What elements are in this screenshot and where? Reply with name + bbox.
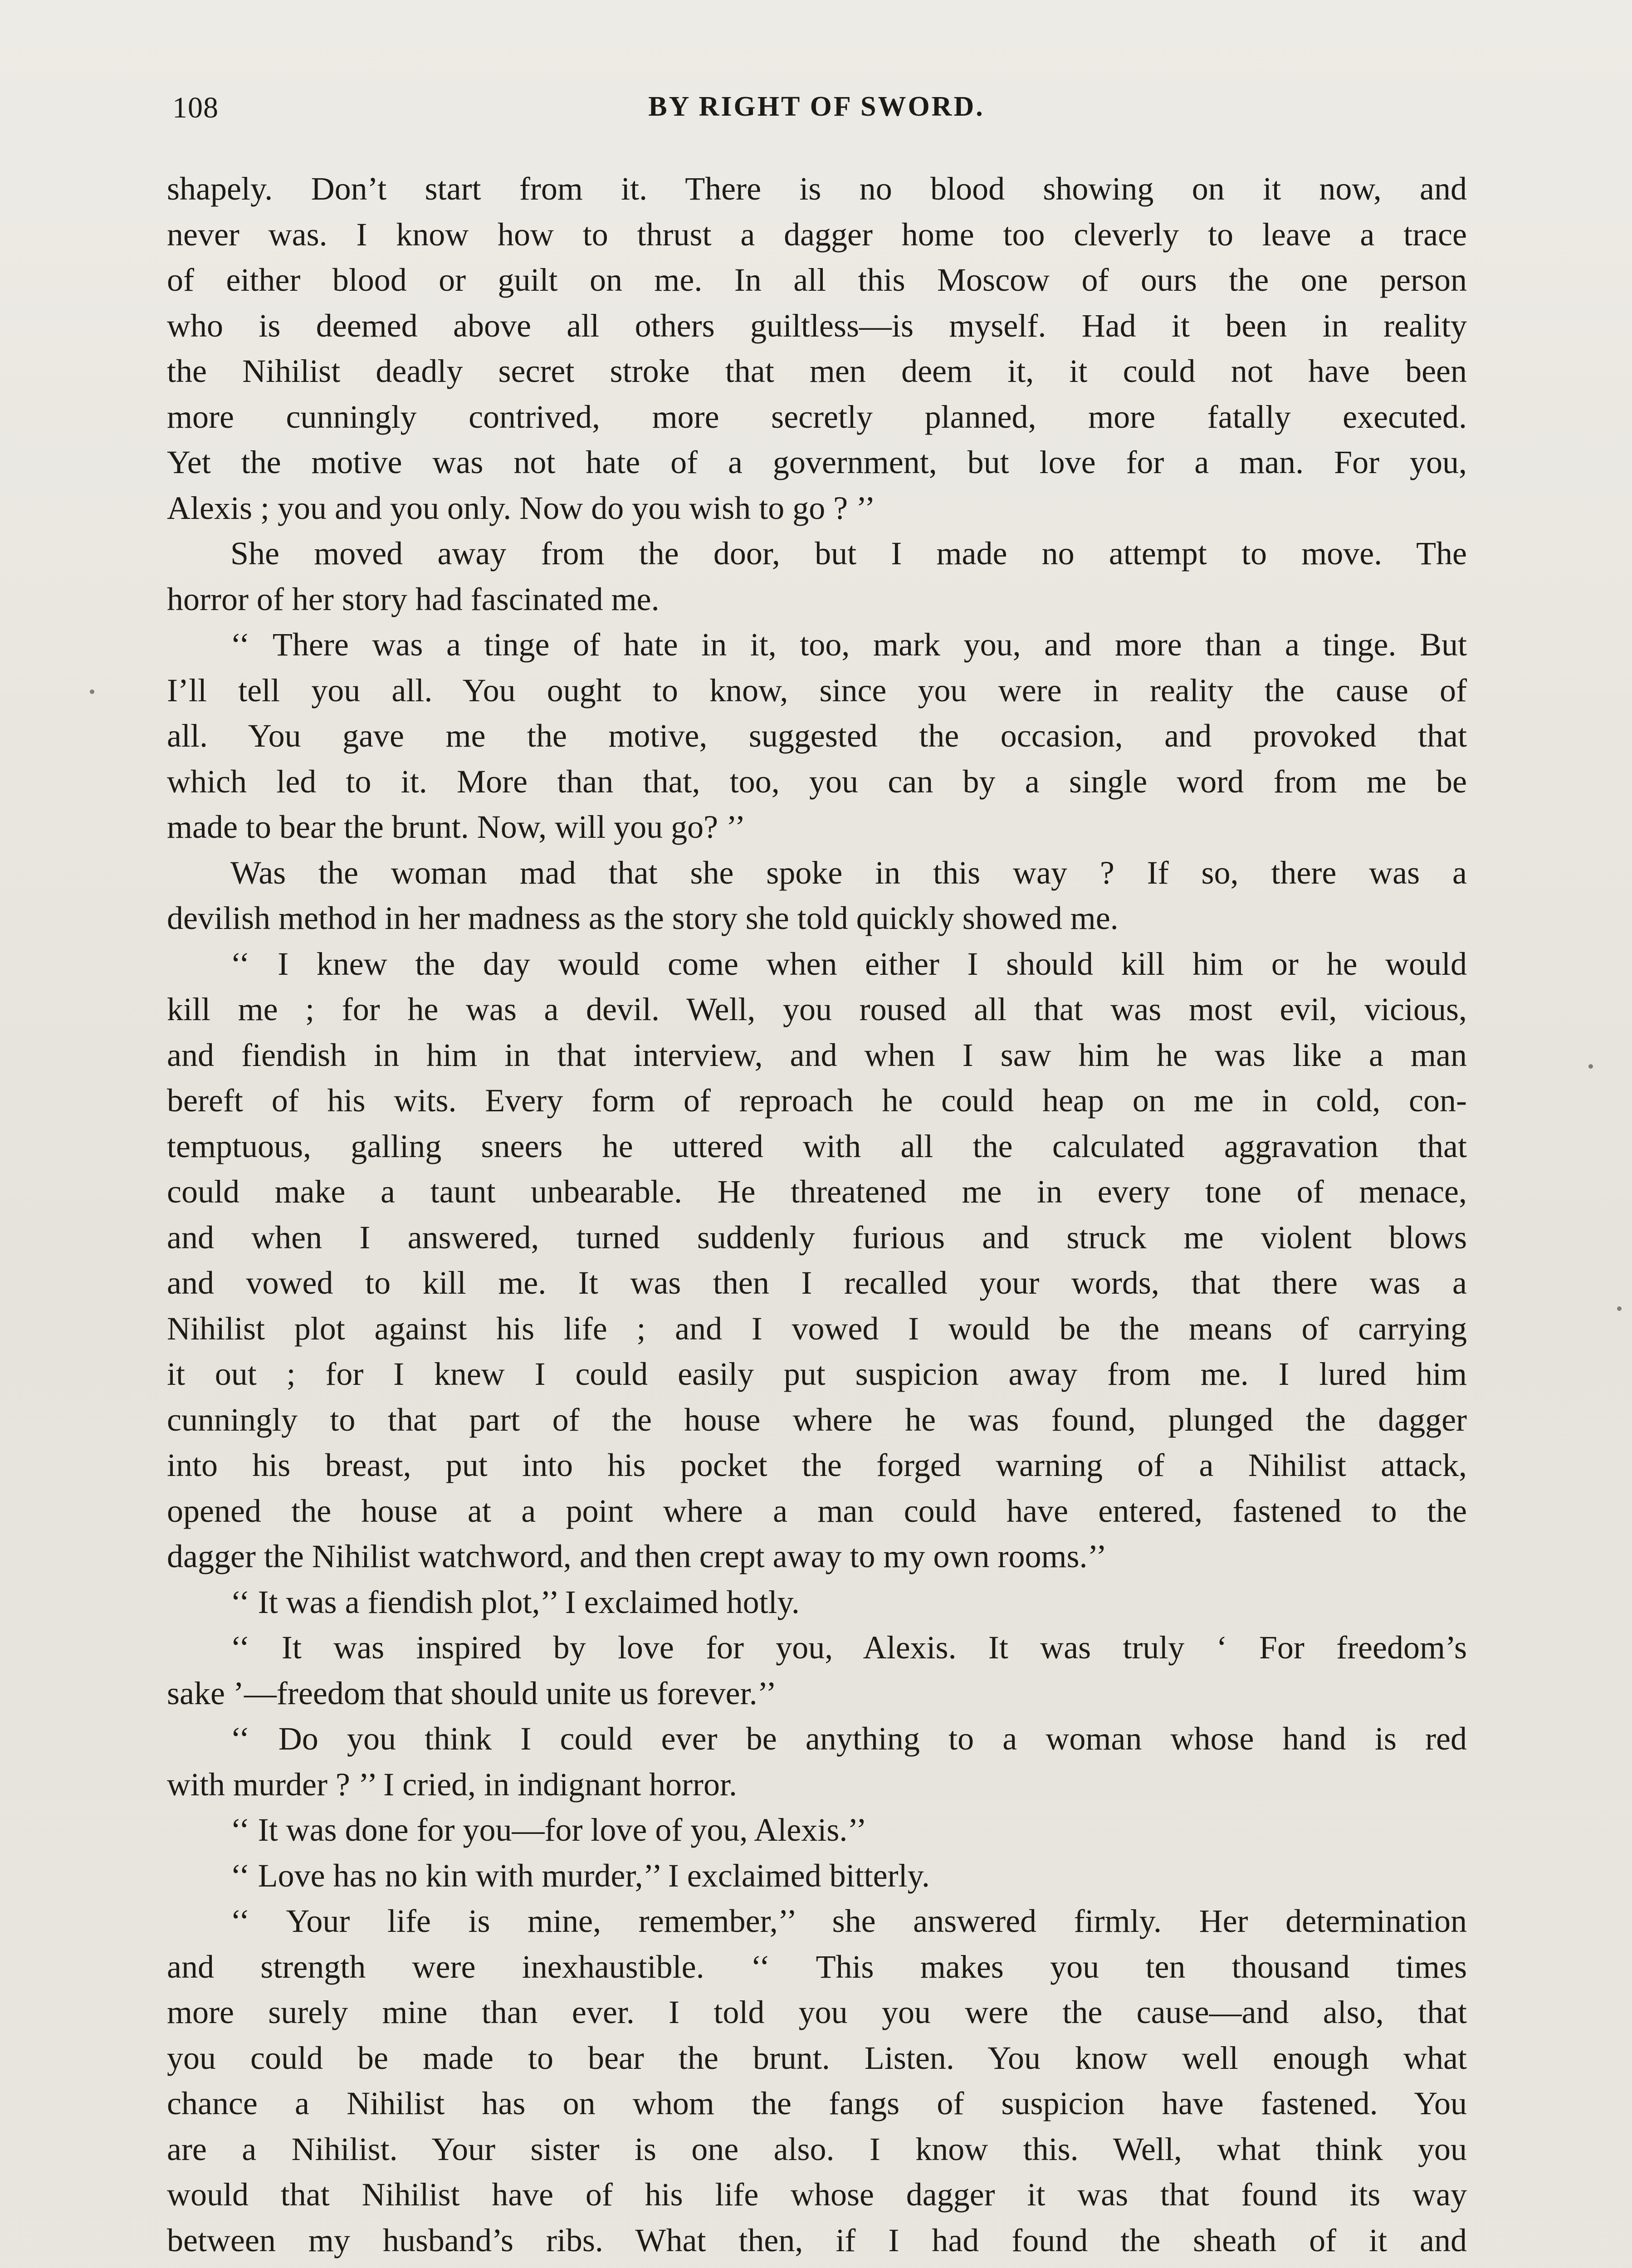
- text-line: opened the house at a point where a man could have entered, fastened to the: [167, 1492, 1467, 1529]
- text-line: made to bear the brunt. Now, will you go? ’’: [167, 809, 746, 845]
- text-line: Alexis ; you and you only. Now do you wish to go ? ’’: [167, 489, 875, 526]
- text-line: bereft of his wits. Every form of reproach he could heap on me in cold, con-: [167, 1082, 1467, 1119]
- text-line: you could be made to bear the brunt. Listen. You know well enough what: [167, 2039, 1467, 2076]
- page-header: [163, 91, 1470, 132]
- text-line: never was. I know how to thrust a dagger home too cleverly to leave a trace: [167, 216, 1467, 253]
- text-line: between my husband’s ribs. What then, if I had found the sheath of it and: [167, 2222, 1467, 2258]
- text-line: cunningly to that part of the house where he was found, plunged the dagger: [167, 1401, 1467, 1438]
- text-line: chance a Nihilist has on whom the fangs of suspicion have fastened. You: [167, 2085, 1467, 2121]
- text-line: which led to it. More than that, too, you can by a single word from me be: [167, 763, 1467, 800]
- text-line: more cunningly contrived, more secretly planned, more fatally executed.: [167, 398, 1467, 435]
- text-line: She moved away from the door, but I made no attempt to move. The: [230, 535, 1467, 572]
- text-line: dagger the Nihilist watchword, and then crept away to my own rooms.’’: [167, 1538, 1107, 1574]
- ink-speck: [90, 689, 94, 694]
- text-line: ‘‘ I knew the day would come when either I should kill him or he would: [230, 945, 1467, 982]
- text-line: with murder ? ’’ I cried, in indignant horror.: [167, 1766, 737, 1803]
- text-line: devilish method in her madness as the story she told quickly showed me.: [167, 900, 1119, 936]
- text-line: into his breast, put into his pocket the forged warning of a Nihilist attack,: [167, 1447, 1467, 1483]
- text-line: the Nihilist deadly secret stroke that men deem it, it could not have been: [167, 353, 1467, 389]
- text-line: horror of her story had fascinated me.: [167, 581, 660, 617]
- text-line: sake ’—freedom that should unite us forever.’’: [167, 1675, 777, 1711]
- text-line: I’ll tell you all. You ought to know, since you were in reality the cause of: [167, 672, 1467, 709]
- text-line: all. You gave me the motive, suggested the occasion, and provoked that: [167, 718, 1467, 754]
- text-line: [167, 2263, 1467, 2268]
- text-line: who is deemed above all others guiltless—is myself. Had it been in reality: [167, 307, 1467, 344]
- text-line: and when I answered, turned suddenly furious and struck me violent blows: [167, 1219, 1467, 1256]
- text-line: ‘‘ It was done for you—for love of you, Alexis.’’: [230, 1812, 867, 1848]
- body-text: [167, 166, 1467, 2268]
- text-line: and strength were inexhaustible. ‘‘ This makes you ten thousand times: [167, 1948, 1467, 1985]
- text-line: ‘‘ It was a fiendish plot,’’ I exclaimed hotly.: [230, 1584, 800, 1620]
- page-number: 108: [172, 91, 219, 124]
- text-line: shapely. Don’t start from it. There is no blood showing on it now, and: [167, 171, 1467, 207]
- text-line: are a Nihilist. Your sister is one also. I know this. Well, what think you: [167, 2131, 1467, 2167]
- text-line: kill me ; for he was a devil. Well, you roused all that was most evil, vicious,: [167, 991, 1467, 1027]
- text-line: temptuous, galling sneers he uttered with all the calculated aggravation that: [167, 1128, 1467, 1164]
- text-line: ‘‘ Love has no kin with murder,’’ I exclaimed bitterly.: [230, 1857, 930, 1894]
- text-line: ‘‘ Do you think I could ever be anything to a woman whose hand is red: [230, 1721, 1467, 1757]
- text-line: would that Nihilist have of his life whose dagger it was that found its way: [167, 2176, 1467, 2213]
- ink-speck: [1617, 1306, 1622, 1311]
- text-line: could make a taunt unbearable. He threatened me in every tone of menace,: [167, 1173, 1467, 1210]
- text-line: ‘‘ It was inspired by love for you, Alexis. It was truly ‘ For freedom’s: [230, 1629, 1467, 1666]
- text-line: more surely mine than ever. I told you you were the cause—and also, that: [167, 1994, 1467, 2030]
- running-title: BY RIGHT OF SWORD.: [648, 91, 985, 122]
- text-line: it out ; for I knew I could easily put suspicion away from me. I lured him: [167, 1356, 1467, 1392]
- text-line: of either blood or guilt on me. In all this Moscow of ours the one person: [167, 262, 1467, 298]
- ink-speck: [1588, 1064, 1593, 1069]
- text-line: ‘‘ There was a tinge of hate in it, too, mark you, and more than a tinge. But: [230, 626, 1467, 663]
- text-line: Was the woman mad that she spoke in this way ? If so, there was a: [230, 854, 1467, 891]
- text-line: Yet the motive was not hate of a government, but love for a man. For you,: [167, 444, 1467, 480]
- text-line: and fiendish in him in that interview, and when I saw him he was like a man: [167, 1036, 1467, 1073]
- text-line: and vowed to kill me. It was then I recalled your words, that there was a: [167, 1265, 1467, 1301]
- text-line: ‘‘ Your life is mine, remember,’’ she answered firmly. Her determination: [230, 1903, 1467, 1939]
- text-line: Nihilist plot against his life ; and I vowed I would be the means of carrying: [167, 1310, 1467, 1347]
